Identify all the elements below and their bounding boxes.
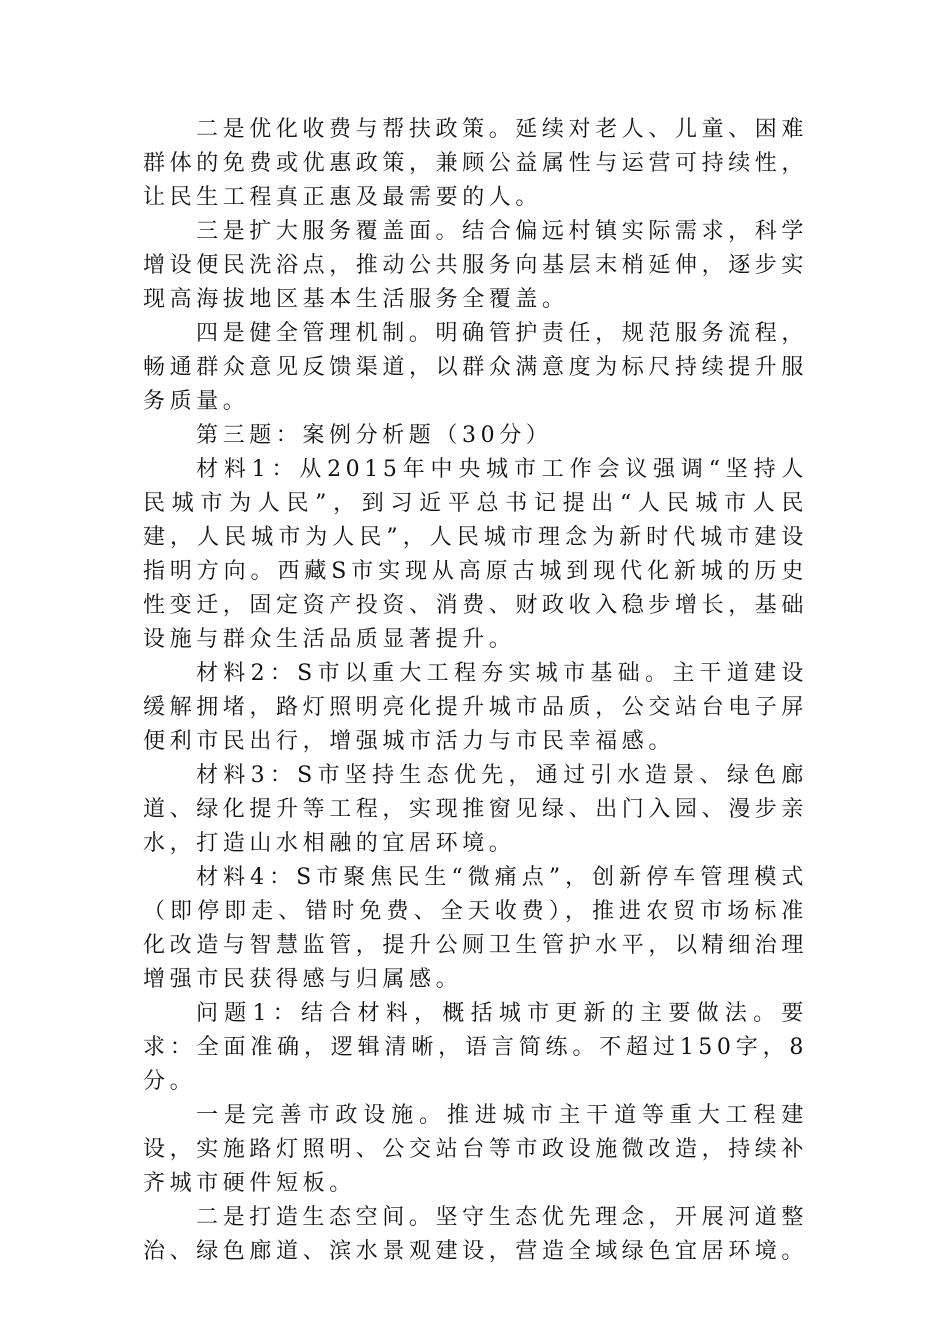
section-heading-question-three: 第三题：案例分析题（30分） [196,423,553,448]
paragraph-management-mechanism: 四是健全管理机制。明确管护责任，规范服务流程，畅通群众意见反馈渠道，以群众满意度为标尺持续提升服务质量。 [143,321,809,414]
paragraph-material-1: 材料1：从2015年中央城市工作会议强调“坚持人民城市为人民”，到习近平总书记提出“人民城市人民建，人民城市为人民”，人民城市理念为新时代城市建设指明方向。西藏S市实现从高原古城到现代化新城的历史性变迁，固定资产投资、消费、财政收入稳步增长，基础设施与群众生活品质显著提升。 [143,457,809,652]
paragraph-question-1: 问题1：结合材料，概括城市更新的主要做法。要求：全面准确，逻辑清晰，语言简练。不超过150字，8分。 [143,1001,808,1094]
paragraph-answer-municipal-facilities: 一是完善市政设施。推进城市主干道等重大工程建设，实施路灯照明、公交站台等市政设施微改造，持续补齐城市硬件短板。 [143,1103,809,1196]
document-body [143,113,808,1269]
paragraph-material-4: 材料4：S市聚焦民生“微痛点”，创新停车管理模式（即停即走、错时免费、全天收费），推进农贸市场标准化改造与智慧监管，提升公厕卫生管护水平，以精细治理增强市民获得感与归属感。 [143,865,809,992]
paragraph-material-2: 材料2：S市以重大工程夯实城市基础。主干道建设缓解拥堵，路灯照明亮化提升城市品质，公交站台电子屏便利市民出行，增强城市活力与市民幸福感。 [143,661,809,754]
paragraph-service-coverage: 三是扩大服务覆盖面。结合偏远村镇实际需求，科学增设便民洗浴点，推动公共服务向基层末梢延伸，逐步实现高海拔地区基本生活服务全覆盖。 [143,219,809,312]
paragraph-material-3: 材料3：S市坚持生态优先，通过引水造景、绿色廊道、绿化提升等工程，实现推窗见绿、出门入园、漫步亲水，打造山水相融的宜居环境。 [143,763,809,856]
paragraph-answer-ecological-space: 二是打造生态空间。坚守生态优先理念，开展河道整治、绿色廊道、滨水景观建设，营造全域绿色宜居环境。 [143,1205,809,1264]
paragraph-policy-fees: 二是优化收费与帮扶政策。延续对老人、儿童、困难群体的免费或优惠政策，兼顾公益属性与运营可持续性，让民生工程真正惠及最需要的人。 [143,117,809,210]
